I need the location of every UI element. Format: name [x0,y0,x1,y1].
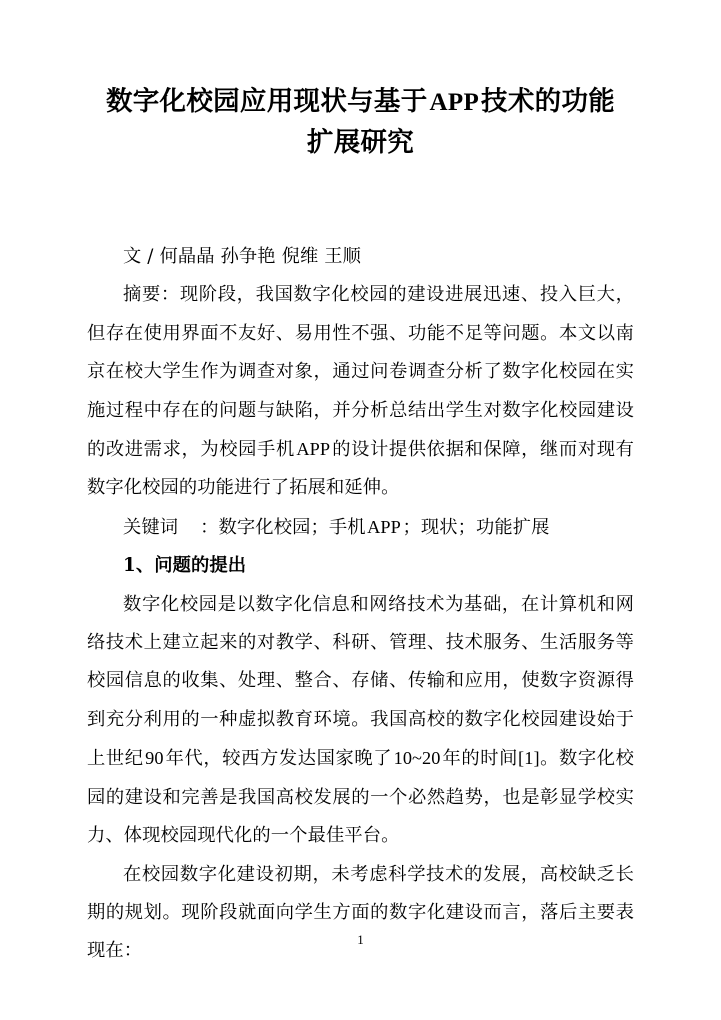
keywords-separator: ： [200,516,219,538]
title-text-part-1: 数字化校园应用现状与基于 [105,86,428,117]
keywords-text-2: ；现状；功能扩展 [402,516,550,538]
latin-year-range: 10~20 [393,748,441,769]
title-latin-app: APP [429,89,480,116]
keywords-label: 关键词 [123,516,179,538]
page-content [87,0,634,971]
latin-90: 90 [145,748,164,769]
keywords-line [87,508,634,547]
abstract-text: 现阶段，我国数字化校园的建设进展迅速、投入巨大，但存在使用界面不友好、易用性不强、功能不足等问题。本文以南京在校大学生作为调查对象，通过问卷调查分析了数字化校园在实施过程中存在的问题与缺陷，并分析总结出学生对数字化校园建设的改进需求，为校园手机 [87,284,634,461]
keywords-latin-app: APP [367,516,401,537]
paragraph-text-part-4: 。数字化校园的建设和完善是我国高校发展的一个必然趋势，也是彰显学校实力、体现校园现代化的一个最佳平台。 [87,748,635,847]
keywords-text-1: 数字化校园；手机 [218,516,366,538]
paragraph-text-part-2: 年代，较西方发达国家晚了 [165,748,393,770]
title-text-part-2: 技术的功能 [481,86,616,117]
abstract-paragraph [87,276,634,507]
section-1-paragraph-2: 在校园数字化建设初期，未考虑科学技术的发展，高校缺乏长期的规划。现阶段就面向学生方面的数字化建设而言，落后主要表现在： [87,863,634,962]
abstract-latin-app: APP [296,439,331,460]
page-title [87,0,634,163]
paragraph-text-part-3: 年的时间 [442,748,519,770]
citation-reference-1: [1] [518,748,540,769]
abstract-label: 摘要： [123,284,180,306]
section-heading-1: 1、问题的提出 [123,555,247,577]
paragraph-text-part-1: 数字化校园是以数字化信息和网络技术为基础，在计算机和网络技术上建立起来的对教学、科研、管理、技术服务、生活服务等校园信息的收集、处理、整合、存储、传输和应用，使数字资源得到充分利用的一种虚拟教育环境。我国高校的数字化校园建设始于上世纪 [87,593,634,770]
title-line-2: 扩展研究 [306,127,415,158]
section-1-paragraph-1 [87,586,634,856]
author-byline: 文 / 何晶晶 孙争艳 倪维 王顺 [123,246,362,267]
abstract-text-tail: 的设计提供依据和保障，继而对现有数字化校园的功能进行了拓展和延伸。 [87,439,634,499]
page-number-footer: 1 [357,932,364,947]
